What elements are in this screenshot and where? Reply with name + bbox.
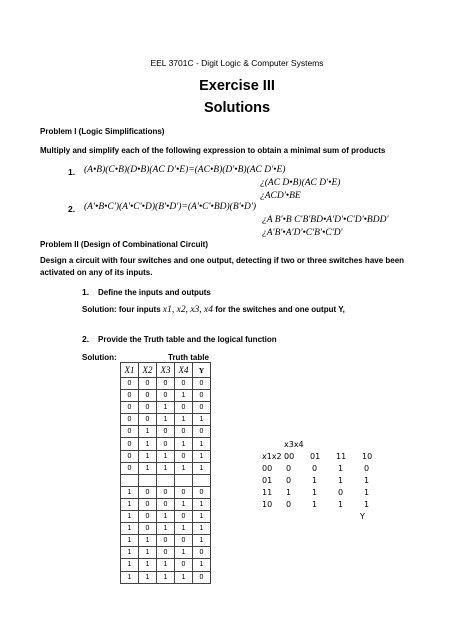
header-y: Y [193, 363, 211, 378]
truth-table-cell: 1 [193, 559, 211, 571]
truth-table-row [121, 535, 211, 547]
truth-table-cell: 1 [139, 426, 157, 438]
truth-table-cell [139, 474, 157, 486]
truth-table-cell: 1 [193, 414, 211, 426]
truth-table-cell: 1 [193, 535, 211, 547]
truth-table-cell: 1 [193, 498, 211, 510]
truth-table-row [121, 414, 211, 426]
truth-table-cell: 0 [121, 390, 139, 402]
truth-table-cell: 0 [139, 498, 157, 510]
truth-table-cell: 0 [139, 486, 157, 498]
truth-table-row [121, 390, 211, 402]
item2-line1: (A'•B•C')(A'•C'•D)(B'•D')=(A'•C'•BD)(B'•D') [84, 202, 257, 212]
truth-table-title: Truth table [168, 353, 209, 362]
kmap-cell: 1 [364, 488, 370, 497]
problem2-description-1: Design a circuit with four switches and one output, detecting if two or three switches have been [40, 256, 405, 265]
solution-label: Solution: [82, 353, 117, 362]
truth-table-cell: 1 [139, 450, 157, 462]
truth-table-cell: 0 [157, 378, 175, 390]
truth-table-cell: 0 [121, 462, 139, 474]
truth-table-cell: 0 [193, 402, 211, 414]
page-title: Exercise III [199, 78, 275, 94]
truth-table-cell: 1 [157, 511, 175, 523]
truth-table-row [121, 498, 211, 510]
truth-table-cell [157, 474, 175, 486]
truth-table-cell: 0 [175, 450, 193, 462]
truth-table-row [121, 438, 211, 450]
truth-table-cell: 1 [121, 486, 139, 498]
kmap-column-variable: x3x4 [284, 440, 304, 449]
header-x1: X1 [121, 363, 139, 378]
truth-table-cell: 0 [193, 378, 211, 390]
truth-table-cell: 1 [175, 414, 193, 426]
kmap-cell: 1 [312, 488, 318, 497]
truth-table-cell: 0 [175, 511, 193, 523]
truth-table-cell: 0 [121, 402, 139, 414]
kmap-column-header: 11 [336, 452, 347, 461]
truth-table-cell: 0 [157, 486, 175, 498]
course-title: EEL 3701C - Digit Logic & Computer Systems [150, 58, 324, 68]
truth-table-row [121, 402, 211, 414]
truth-table-cell: 0 [175, 402, 193, 414]
truth-table-cell: 0 [139, 378, 157, 390]
kmap-cell: 0 [286, 476, 292, 485]
truth-table-cell: 0 [121, 426, 139, 438]
item2-line2: ¿A B'•B C'B'BD•A'D'•C'D'•BDD' [262, 215, 389, 225]
truth-table-cell: 1 [175, 390, 193, 402]
truth-table-cell: 1 [175, 498, 193, 510]
truth-table-cell: 0 [121, 450, 139, 462]
truth-table-cell: 1 [157, 523, 175, 535]
item2-number: 2. [68, 204, 76, 214]
truth-table-cell: 1 [157, 571, 175, 583]
item1-line1: (A•B)(C•B)(D•B)(AC D'•E)=(AC•B)(D'•B)(AC D'•E) [84, 165, 286, 175]
problem1-heading: Problem I (Logic Simplifications) [40, 127, 165, 136]
truth-table-cell: 0 [139, 511, 157, 523]
truth-table-cell: 1 [121, 535, 139, 547]
truth-table-cell: 0 [157, 390, 175, 402]
kmap-cell: 1 [312, 500, 318, 509]
truth-table-cell: 1 [157, 450, 175, 462]
truth-table-cell: 1 [157, 559, 175, 571]
truth-table-row [121, 378, 211, 390]
truth-table-cell: 1 [193, 511, 211, 523]
truth-table-cell: 0 [175, 426, 193, 438]
truth-table-cell: 1 [175, 523, 193, 535]
truth-table-cell: 1 [121, 571, 139, 583]
truth-table-cell: 1 [157, 402, 175, 414]
page-subtitle: Solutions [203, 100, 271, 116]
truth-table-cell: 1 [193, 523, 211, 535]
kmap-cell: 1 [286, 488, 292, 497]
step2-number: 2. [82, 334, 90, 344]
truth-table-cell: 0 [139, 523, 157, 535]
truth-table-cell: 0 [121, 378, 139, 390]
truth-table-header-row [121, 363, 211, 378]
truth-table-cell: 0 [193, 547, 211, 559]
item1-line2: ¿(AC D•B)(AC D'•E) [260, 178, 341, 188]
step1-number: 1. [82, 287, 90, 297]
problem2-heading: Problem II (Design of Combinational Circuit) [40, 240, 209, 249]
kmap-cell: 1 [312, 476, 318, 485]
truth-table-cell: 1 [175, 547, 193, 559]
kmap-row-header: 10 [262, 500, 273, 509]
truth-table-cell [193, 474, 211, 486]
truth-table-cell [121, 474, 139, 486]
truth-table-cell: 1 [139, 559, 157, 571]
kmap-cell: 0 [286, 464, 292, 473]
kmap-cell: 1 [338, 464, 344, 473]
kmap-output-label: Y [360, 512, 365, 521]
solution1-prefix: Solution: four inputs [82, 305, 161, 314]
truth-table-cell: 1 [193, 450, 211, 462]
solution1-variables: x1, x2, x3, x4 [162, 305, 214, 315]
truth-table-separator-row [121, 474, 211, 486]
truth-table-cell: 0 [175, 559, 193, 571]
kmap-cell: 1 [364, 476, 370, 485]
truth-table-cell: 0 [193, 390, 211, 402]
truth-table-cell: 0 [121, 438, 139, 450]
header-x3: X3 [157, 363, 175, 378]
truth-table-cell: 1 [121, 559, 139, 571]
kmap-cell: 1 [338, 500, 344, 509]
kmap-cell: 1 [338, 476, 344, 485]
truth-table-row [121, 462, 211, 474]
truth-table-cell: 0 [157, 426, 175, 438]
kmap-cell: 1 [364, 500, 370, 509]
truth-table-cell: 0 [157, 547, 175, 559]
solution1-line [82, 305, 345, 315]
item1-line3: ¿ACD'•BE [260, 191, 301, 201]
kmap-cell: 0 [364, 464, 370, 473]
kmap-column-header: 00 [284, 452, 295, 461]
truth-table-row [121, 511, 211, 523]
truth-table-row [121, 523, 211, 535]
truth-table-cell: 1 [175, 438, 193, 450]
truth-table-cell: 1 [175, 462, 193, 474]
header-x4: X4 [175, 363, 193, 378]
kmap-row-header: 01 [262, 476, 273, 485]
truth-table-row [121, 426, 211, 438]
truth-table-cell: 1 [139, 462, 157, 474]
problem1-instruction: Multiply and simplify each of the following expression to obtain a minimal sum of products [40, 146, 386, 155]
truth-table-cell: 0 [175, 486, 193, 498]
truth-table-cell: 0 [157, 498, 175, 510]
kmap-row-header: 11 [262, 488, 273, 497]
truth-table-cell: 1 [139, 535, 157, 547]
truth-table-cell: 0 [193, 571, 211, 583]
header-x2: X2 [139, 363, 157, 378]
truth-table-cell: 1 [139, 547, 157, 559]
truth-table-row [121, 547, 211, 559]
kmap-cell: 0 [338, 488, 344, 497]
truth-table-row [121, 486, 211, 498]
truth-table-cell: 0 [175, 535, 193, 547]
kmap-cell: 0 [286, 500, 292, 509]
item1-number: 1. [68, 167, 76, 177]
truth-table [120, 362, 211, 584]
truth-table-cell: 0 [193, 486, 211, 498]
truth-table-cell [175, 474, 193, 486]
truth-table-cell: 0 [121, 414, 139, 426]
truth-table-cell: 1 [121, 498, 139, 510]
truth-table-cell: 0 [157, 438, 175, 450]
step1-text: Define the inputs and outputs [98, 288, 211, 297]
truth-table-cell: 1 [121, 511, 139, 523]
truth-table-cell: 0 [175, 378, 193, 390]
kmap-column-header: 01 [310, 452, 321, 461]
truth-table-row [121, 559, 211, 571]
kmap-row-header: 00 [262, 464, 273, 473]
kmap-row-variable: x1x2 [262, 452, 282, 461]
truth-table-row [121, 450, 211, 462]
truth-table-cell: 0 [139, 390, 157, 402]
truth-table-cell: 0 [193, 426, 211, 438]
truth-table-cell: 0 [157, 535, 175, 547]
truth-table-cell: 1 [175, 571, 193, 583]
step2-text: Provide the Truth table and the logical function [98, 335, 277, 344]
truth-table-cell: 1 [157, 462, 175, 474]
kmap-cell: 0 [312, 464, 318, 473]
solution1-suffix: for the switches and one output Y, [215, 305, 345, 314]
kmap-column-header: 10 [362, 452, 373, 461]
truth-table-cell: 1 [193, 438, 211, 450]
truth-table-cell: 1 [193, 462, 211, 474]
item2-line3: ¿A'B'•A'D'•C'B'•C'D' [262, 228, 343, 238]
truth-table-cell: 1 [121, 547, 139, 559]
truth-table-cell: 0 [139, 402, 157, 414]
truth-table-cell: 0 [139, 414, 157, 426]
truth-table-cell: 1 [139, 571, 157, 583]
truth-table-cell: 1 [139, 438, 157, 450]
truth-table-cell: 1 [121, 523, 139, 535]
truth-table-cell: 1 [157, 414, 175, 426]
truth-table-row [121, 571, 211, 583]
problem2-description-2: activated on any of its inputs. [40, 268, 153, 277]
